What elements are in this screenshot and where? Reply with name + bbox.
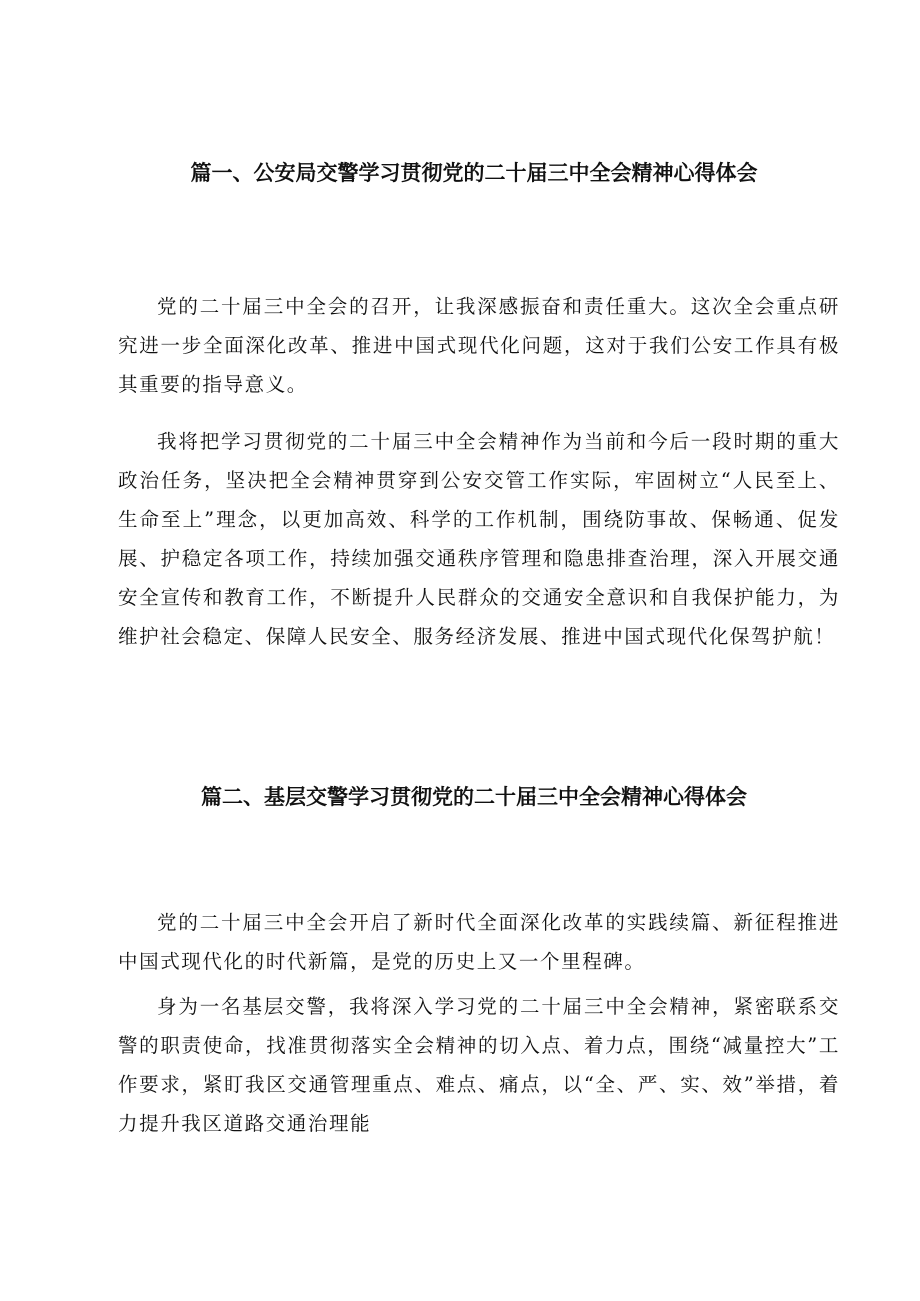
section-2-paragraph-1: 党的二十届三中全会开启了新时代全面深化改革的实践续篇、新征程推进中国式现代化的时代新篇，是党的历史上又一个里程碑。 [118, 911, 840, 973]
section-1-heading: 篇一、公安局交警学习贯彻党的二十届三中全会精神心得体会 [190, 161, 758, 185]
section-2-heading: 篇二、基层交警学习贯彻党的二十届三中全会精神心得体会 [201, 785, 747, 809]
section-2-paragraph-2: 身为一名基层交警，我将深入学习党的二十届三中全会精神，紧密联系交警的职责使命，找准贯彻落实全会精神的切入点、着力点，围绕“减量控大”工作要求，紧盯我区交通管理重点、难点、痛点，以“全、严、实、效”举措，着力提升我区道路交通治理能 [118, 995, 840, 1135]
section-1-paragraph-1: 党的二十届三中全会的召开，让我深感振奋和责任重大。这次全会重点研究进一步全面深化改革、推进中国式现代化问题，这对于我们公安工作具有极其重要的指导意义。 [118, 295, 840, 396]
section-1-paragraph-2: 我将把学习贯彻党的二十届三中全会精神作为当前和今后一段时期的重大政治任务，坚决把全会精神贯穿到公安交管工作实际，牢固树立“人民至上、生命至上”理念，以更加高效、科学的工作机制，围绕防事故、保畅通、促发展、护稳定各项工作，持续加强交通秩序管理和隐患排查治理，深入开展交通安全宣传和教育工作，不断提升人民群众的交通安全意识和自我保护能力，为维护社会稳定、保障人民安全、服务经济发展、推进中国式现代化保驾护航！ [118, 430, 840, 648]
